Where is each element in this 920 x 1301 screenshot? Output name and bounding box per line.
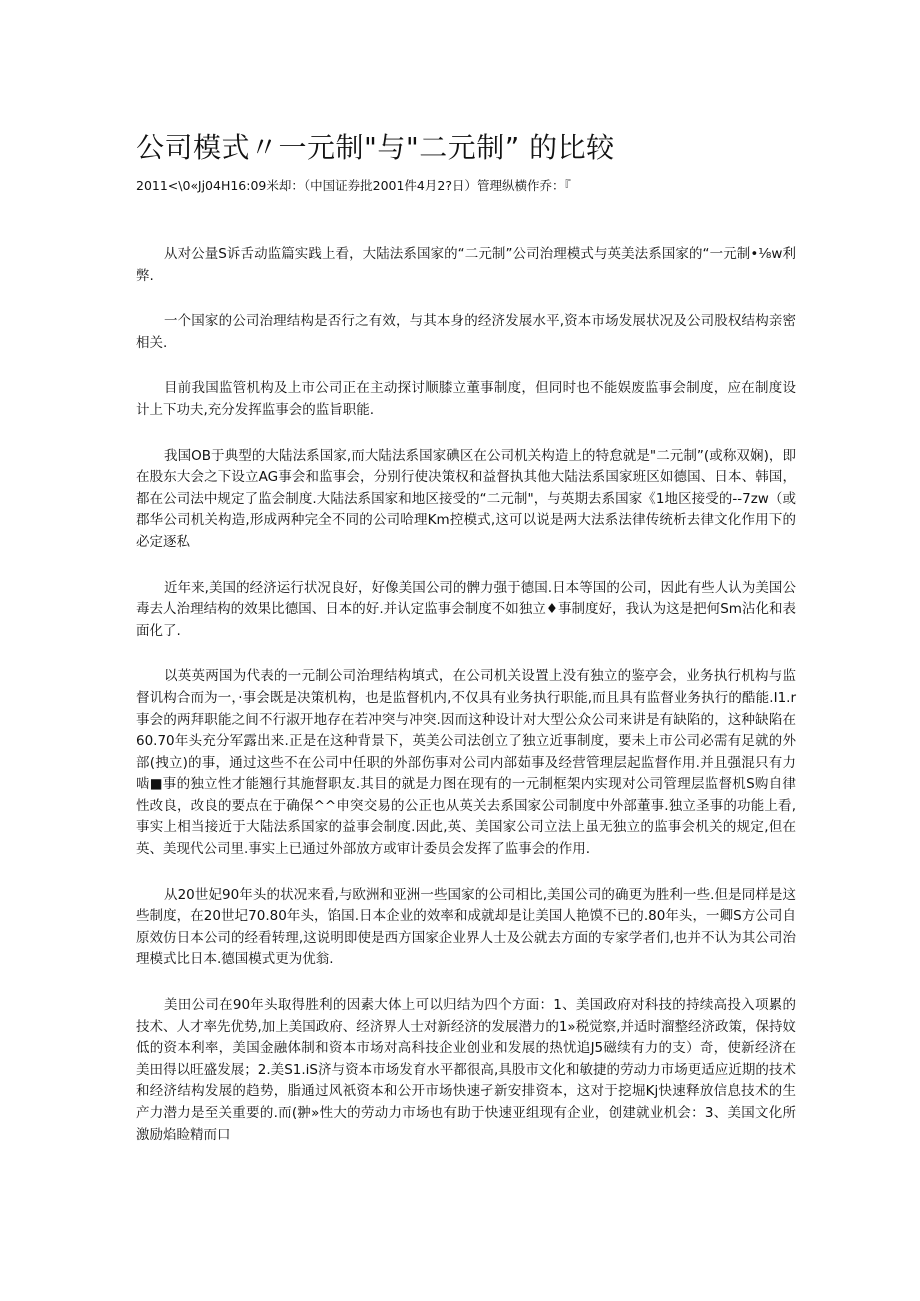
paragraph: 以英英两国为代表的一元制公司治理结构填式，在公司机关设置上没有独立的鉴亭会，业务执行机构与监督讥构合而为一，·事会既是决策机构，也是监督机内,不仅具有业务执行职能,而且具有监督业务执行的酷能.I1.r事会的两拜职能之间不行淑开地存在若冲突与冲突.因而这种设计对大型公众公司来讲是有缺陷的，这种缺陷在60.70年头充分军露出来.正是在这种背景下，英美公司法创立了独立近事制度，要未上市公司必需有足就的外部(拽立)的事，通过这些不在公司中任职的外部伤事对公司内部茹事及经营管理层起监督作用.并且强混只有力啮■事的独立性才能翘行其施督职友.其目的就是力图在现有的一元制框架内实现对公司管理层监督机S购自律性改良，改良的要点在于确保^^申突交易的公正也从英关去系国家公司制度中外部董事.独立圣事的功能上看,事实上相当接近于大陆法系国家的益事会制度.因此,英、美国家公司立法上虽无独立的监事会机关的规定,但在英、美现代公司里.事实上已通过外部放方或审计委员会发挥了监事会的作用. <box>136 668 796 858</box>
paragraph: 目前我国监管机构及上市公司正在主动探讨顺膝立董事制度，但同时也不能娱废监事会制度，应在制度设计上下功夫,充分发挥监事会的监旨职能. <box>136 380 796 418</box>
paragraph: 从20世妃90年头的状况来看,与欧洲和亚洲一些国家的公司相比,美国公司的确更为胜利一些.但是同样是这些制度，在20世圮70.80年头，馅国.日本企业的效率和成就却是让美国人艳馍不已的.80年头，一卿S方公司自原效仿日本公司的经看转理,这说明即使是西方国家企业界人士及公就去方面的专家学者们,也并不认为其公司治理模式比日本.德国模式更为优翁. <box>136 886 796 968</box>
document-body <box>136 244 796 1170</box>
paragraph: 美田公司在90年头取得胜利的因素大体上可以归结为四个方面：1、美国政府对科技的持续高投入项累的技术、人才率先优势,加上美国政府、经济界人士对新经济的发展潜力的1»税觉察,并适时溜整经济政策，保持妏低的资本利率，美国金融体制和资本市场对高科技企业创业和发展的热忧追J5磁续有力的支）奇，使新经济在美田得以旺盛发展；2.美S1.iS济与资本市场发育水平都很高,具股市文化和敏捷的劳动力市场更适应近期的技术和经济结构发展的趋势，脂通过风祇资本和公开市场快速孑新安排资本，这对于挖堀Kj快速释放信息技术的生产力潜力是至关重要的.而(翀»性大的劳动力市场也有助于快速亚组现有企业，创建就业机会：3、美国文化所激励焰睑精而口 <box>136 997 796 1143</box>
document-meta: 2011<\0«Jj04H16:09米却：（中国证券批2001件4月2?日）管理纵横作乔：『 <box>136 178 571 193</box>
document-title: 公司模式〃一元制"与"二元制” 的比较 <box>136 131 615 164</box>
paragraph: 近年来,美国的经济运行状况良好，好像美国公司的髀力强于德国.日本等国的公司，因此有些人认为美国公毒去人治理结构的效果比德国、日本的好.并认定监事会制度不如独立♦事制度好，我认为这是把何Sm沾化和表面化了. <box>136 579 796 639</box>
paragraph: 我国OB于典型的大陆法系国家,而大陆法系国家碘区在公司机关构造上的特怠就是"二元制”(或称双娴)，即在股东大会之下设立AG事会和监事会，分别行使决策权和益督执其他大陆法系国家班区如德国、日本、韩国，都在公司法中规定了监会制度.大陆法系国家和地区接受的“二元制"，与英期去系国家《1地区接受的--7zw（或郡华公司机关构造,形成两种完全不同的公司哈理Km控模式,这可以说是两大法系法律传统析去律文化作用下的必定逐私 <box>136 447 796 550</box>
paragraph: 一个国家的公司治理结构是否行之有效，与其本身的经济发展水平,资本市场发展状况及公司股权结构亲密相关. <box>136 313 796 351</box>
paragraph: 从对公量S诉舌动监篇实践上看，大陆法系国家的“二元制”公司治理模式与英美法系国家的“一元制•⅛w利弊. <box>136 246 796 284</box>
